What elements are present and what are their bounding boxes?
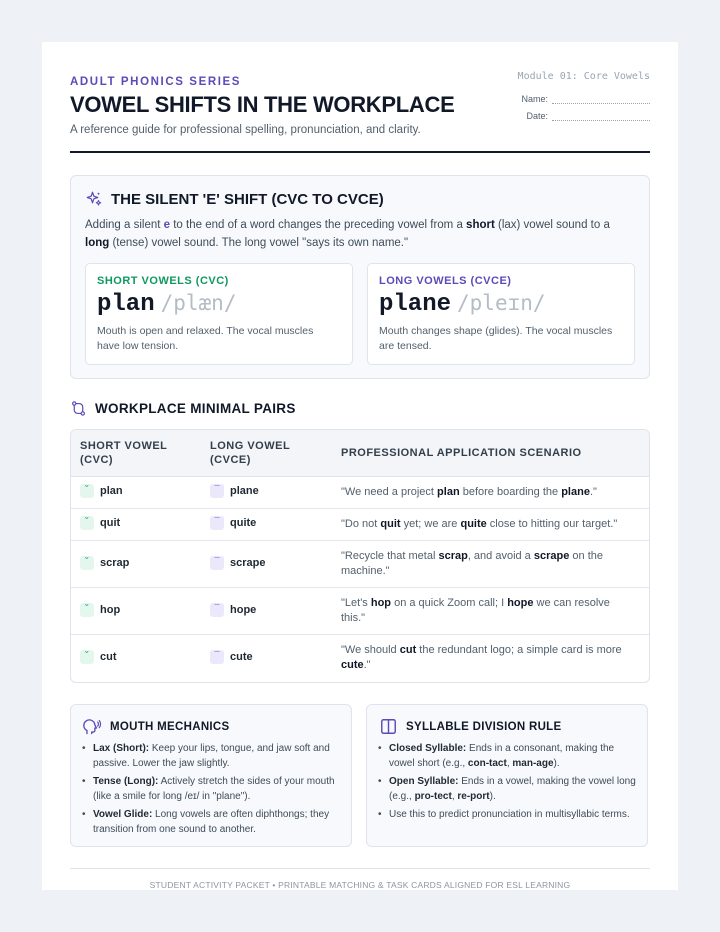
long-vowel-cell <box>210 484 259 498</box>
macron-mark-icon: ¯ <box>210 603 224 617</box>
long-vowel-word: plane <box>230 485 259 497</box>
long-vowel-word: scrape <box>230 556 266 569</box>
table-row <box>71 540 649 588</box>
minimal-pairs-title: WORKPLACE MINIMAL PAIRS <box>95 401 296 416</box>
long-vowel-ipa: /pleɪn/ <box>457 291 546 315</box>
syllable-rule-title: SYLLABLE DIVISION RULE <box>406 720 562 733</box>
col-scenario-header: PROFESSIONAL APPLICATION SCENARIO <box>341 447 582 459</box>
date-field[interactable] <box>526 111 650 121</box>
macron-mark-icon: ¯ <box>210 516 224 530</box>
scenario-text: "We should cut the redundant logo; a simple card is more cute." <box>341 644 622 671</box>
list-item: • Closed Syllable: Ends in a consonant, making the vowel short (e.g., con-tact, man-age). <box>377 741 637 771</box>
macron-mark-icon: ¯ <box>210 556 224 570</box>
long-vowel-cell <box>210 516 256 530</box>
scenario-text: "Let's hop on a quick Zoom call; I hope we can resolve this." <box>341 597 610 624</box>
short-vowel-label: SHORT VOWELS (CVC) <box>97 275 229 287</box>
long-vowel-example: plane /pleɪn/ <box>379 291 546 318</box>
series-label: ADULT PHONICS SERIES <box>70 76 242 88</box>
worksheet-page <box>42 42 678 890</box>
mouth-mechanics-card <box>70 704 352 847</box>
date-line[interactable] <box>552 111 650 121</box>
long-vowel-cell <box>210 603 256 617</box>
short-vowel-cell <box>80 650 117 664</box>
table-header <box>71 430 649 477</box>
minimal-pairs-table <box>70 429 650 683</box>
long-vowel-label: LONG VOWELS (CVCE) <box>379 275 512 287</box>
scenario-text: "Do not quit yet; we are quite close to hitting our target." <box>341 517 618 530</box>
scenario-text: "We need a project plan before boarding the plane." <box>341 485 597 498</box>
short-vowel-word: cut <box>100 650 117 663</box>
list-item: • Open Syllable: Ends in a vowel, making the vowel long (e.g., pro-tect, re-port). <box>377 774 637 804</box>
page-footer: STUDENT ACTIVITY PACKET • PRINTABLE MATCHING & TASK CARDS ALIGNED FOR ESL LEARNING <box>149 880 571 890</box>
silent-e-explanation: Adding a silent e to the end of a word changes the preceding vowel from a short (lax) vowel sound to a long (tense) vowel sound. The long vowel "says its own name." <box>85 219 610 249</box>
short-vowel-cell <box>80 603 120 617</box>
page-title: VOWEL SHIFTS IN THE WORKPLACE <box>70 92 455 117</box>
sparkles-icon <box>85 190 103 208</box>
short-vowel-description: Mouth is open and relaxed. The vocal muscles have low tension. <box>97 325 314 352</box>
breve-mark-icon: ˘ <box>80 650 94 664</box>
header-divider <box>70 151 650 153</box>
table-row <box>71 587 649 635</box>
list-item: • Lax (Short): Keep your lips, tongue, and jaw soft and passive. Lower the jaw slightly. <box>81 741 341 771</box>
short-vowel-word: scrap <box>100 556 130 569</box>
columns-icon <box>379 717 398 736</box>
module-label: Module 01: Core Vowels <box>517 71 650 82</box>
short-vowel-box <box>85 263 353 365</box>
head-speaking-icon <box>83 717 102 736</box>
short-vowel-cell <box>80 484 123 498</box>
short-vowel-example: plan /plæn/ <box>97 291 237 318</box>
breve-mark-icon: ˘ <box>80 556 94 570</box>
long-vowel-word: quite <box>230 517 257 529</box>
breve-mark-icon: ˘ <box>80 516 94 530</box>
col-short-header: SHORT VOWEL (CVC) <box>80 440 168 466</box>
name-label: Name: <box>521 94 548 104</box>
page-subtitle: A reference guide for professional spelling, pronunciation, and clarity. <box>70 124 421 136</box>
scenario-text: "Recycle that metal scrap, and avoid a scrape on the machine." <box>341 550 603 577</box>
date-label: Date: <box>526 111 548 121</box>
macron-mark-icon: ¯ <box>210 484 224 498</box>
short-vowel-cell <box>80 556 129 570</box>
syllable-rule-list <box>377 741 637 825</box>
long-vowel-box <box>367 263 635 365</box>
short-vowel-word: quit <box>100 517 121 529</box>
table-row <box>71 508 649 541</box>
long-vowel-cell <box>210 556 265 570</box>
macron-mark-icon: ¯ <box>210 650 224 664</box>
git-compare-icon <box>70 400 87 417</box>
minimal-pairs-heading <box>70 400 296 417</box>
silent-e-heading <box>85 190 384 208</box>
syllable-rule-card <box>366 704 648 847</box>
long-vowel-cell <box>210 650 253 664</box>
breve-mark-icon: ˘ <box>80 603 94 617</box>
short-vowel-ipa: /plæn/ <box>160 291 237 315</box>
syllable-rule-heading <box>379 717 561 736</box>
long-vowel-description: Mouth changes shape (glides). The vocal muscles are tensed. <box>379 325 613 352</box>
silent-e-card <box>70 175 650 379</box>
col-long-header: LONG VOWEL (CVCE) <box>210 440 290 466</box>
mouth-mechanics-heading <box>83 717 230 736</box>
name-line[interactable] <box>552 94 650 104</box>
list-item: • Tense (Long): Actively stretch the sides of your mouth (like a smile for long /eɪ/ in "plane"). <box>81 774 341 804</box>
table-row <box>71 634 649 681</box>
name-field[interactable] <box>521 94 650 104</box>
long-vowel-word: cute <box>230 650 253 663</box>
mouth-mechanics-list <box>81 741 341 840</box>
long-vowel-word: hope <box>230 603 257 616</box>
silent-e-title: THE SILENT 'E' SHIFT (CVC TO CVCE) <box>111 190 384 208</box>
table-row <box>71 476 649 509</box>
breve-mark-icon: ˘ <box>80 484 94 498</box>
list-item: • Vowel Glide: Long vowels are often diphthongs; they transition from one sound to another. <box>81 807 341 837</box>
footer-divider <box>70 868 650 869</box>
short-vowel-word: plan <box>100 485 123 497</box>
short-vowel-word: hop <box>100 603 121 616</box>
short-vowel-cell <box>80 516 120 530</box>
mouth-mechanics-title: MOUTH MECHANICS <box>110 720 230 733</box>
list-item: • Use this to predict pronunciation in multisyllabic terms. <box>377 807 637 822</box>
